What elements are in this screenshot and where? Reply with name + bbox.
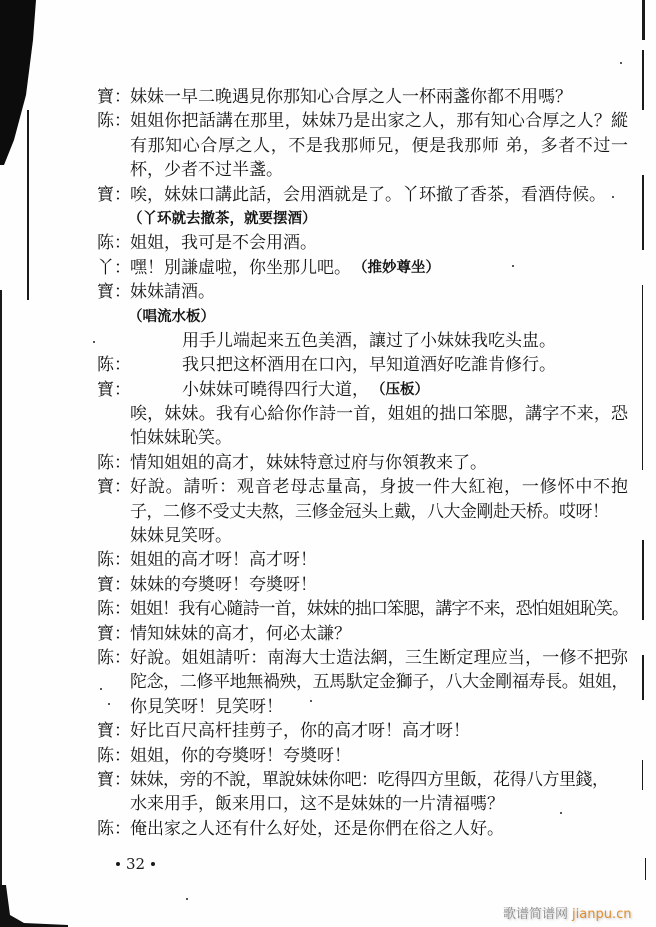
line-text: 水来用手，飯来用口，这不是妹妹的一片清福嗎？ (130, 794, 504, 815)
scan-edge-line (642, 760, 643, 790)
line-text: 好比百尺高杆挂剪子，你的高才呀！高才呀！ (130, 721, 470, 742)
speaker-label: 陈： (97, 550, 131, 571)
speaker-label: 寶： (97, 184, 131, 205)
stage-direction: （压板） (371, 380, 429, 398)
script-body (97, 85, 628, 841)
watermark-domain: jianpu.cn (572, 907, 632, 922)
site-watermark (503, 903, 631, 922)
page-number (116, 855, 155, 873)
dialogue-line (97, 280, 628, 304)
song-line (97, 378, 628, 402)
speaker-label: 陈： (97, 233, 131, 254)
stage-direction-line (97, 305, 628, 329)
dialogue-line (97, 768, 628, 792)
speaker-label: 陈： (97, 452, 131, 473)
scan-edge-line (642, 540, 644, 620)
speaker-spacer (97, 207, 130, 231)
line-text: 妹妹見笑呀。 (130, 526, 232, 547)
continuation-line (97, 695, 628, 719)
speaker-label: 陈： (97, 647, 131, 668)
bullet-dot-icon (116, 862, 120, 866)
dialogue-line (97, 744, 628, 768)
continuation-line (97, 500, 628, 524)
page-number-text: 32 (126, 855, 146, 873)
speaker-spacer (97, 524, 130, 548)
dialogue-line (97, 719, 628, 743)
stage-direction: （推妙尊坐） (353, 258, 440, 276)
speaker-spacer (97, 134, 130, 158)
song-line (97, 353, 628, 377)
speaker-label: 寶： (97, 87, 131, 107)
dialogue-line (97, 622, 628, 646)
dialogue-line (97, 256, 628, 280)
dialogue-line (97, 817, 628, 841)
speaker-spacer (97, 329, 130, 353)
continuation-line (97, 670, 628, 694)
line-text: 唉，妹妹。我有心給你作詩一首，姐姐的拙口笨腮，講字不来，恐 (130, 404, 628, 425)
scan-edge-line (642, 655, 644, 700)
speaker-label: 寶： (97, 769, 131, 790)
continuation-line (97, 792, 628, 816)
speaker-label: 寶： (97, 379, 131, 400)
line-text: 姐姐的高才呀！高才呀！ (130, 550, 317, 571)
stage-direction-line (97, 207, 628, 231)
scan-edge-line (642, 50, 644, 110)
stage-direction: （唱流水板） (128, 307, 215, 325)
line-text: 妹妹請酒。 (130, 282, 215, 303)
watermark-site-name: 歌谱简谱网 (503, 907, 569, 922)
stage-direction: （丫环就去撤茶，就要摆酒） (128, 209, 317, 227)
dialogue-line (97, 646, 628, 670)
speaker-spacer (97, 500, 130, 524)
scan-speck (186, 898, 188, 900)
scan-edge-line (27, 110, 29, 300)
dialogue-line (97, 573, 628, 597)
scan-edge-line (645, 858, 646, 880)
speaker-label: 寶： (97, 477, 131, 498)
speaker-label: 丫： (97, 257, 131, 278)
speaker-spacer (97, 695, 130, 719)
continuation-line (97, 524, 628, 548)
line-text: 情知妹妹的高才，何必太謙？ (130, 623, 351, 644)
continuation-line (97, 402, 628, 426)
song-line (97, 329, 628, 353)
speaker-label: 陈： (97, 111, 131, 132)
line-text: 有那知心合厚之人，不是我那师兄，便是我那师 弟，多者不过一 (130, 135, 628, 156)
dialogue-line (97, 109, 628, 133)
speaker-label: 陈： (97, 355, 131, 376)
dialogue-line (97, 85, 628, 109)
binding-shadow (0, 0, 40, 165)
line-text: 姐姐，你的夸奬呀！夸奬呀！ (130, 745, 351, 766)
line-text: 怕妹妹恥笑。 (130, 428, 232, 449)
dialogue-line (97, 597, 628, 621)
line-text: 妹妹一早二晚遇見你那知心合厚之人一杯兩盞你都不用嗎？ (130, 87, 572, 107)
line-text: 好說。請听：观音老母志量高，身披一件大紅袍，一修怀中不抱 (130, 477, 628, 498)
dialogue-line (97, 451, 628, 475)
line-text: 俺出家之人还有什么好处，还是你們在俗之人好。 (130, 818, 504, 839)
scan-edge-line (642, 0, 645, 40)
scan-edge-line (642, 285, 643, 470)
speaker-spacer (97, 426, 130, 450)
scan-speck (93, 341, 95, 343)
lyric-text: 小妹妹可曉得四行大道， (182, 379, 369, 400)
line-text: 嘿！別謙虛啦，你坐那儿吧。 (130, 257, 351, 278)
dialogue-line (97, 183, 628, 207)
line-text: 陀念，二修平地無禍殃，五馬馱定金獅子，八大金剛福寿長。姐姐， (130, 672, 628, 693)
lyric-text: 我只把这杯酒用在口內，早知道酒好吃誰肯修行。 (182, 355, 556, 376)
continuation-line (97, 134, 628, 158)
line-text: 姐姐你把話講在那里，妹妹乃是出家之人，那有知心合厚之人？縱 (130, 111, 628, 132)
line-text: 姐姐，我可是不会用酒。 (130, 233, 317, 254)
speaker-label: 寶： (97, 574, 131, 595)
speaker-spacer (97, 158, 130, 182)
speaker-label: 陈： (97, 599, 131, 620)
dialogue-line (97, 231, 628, 255)
speaker-label: 陈： (97, 745, 131, 766)
line-text: 妹妹，旁的不說，單說妹妹你吧：吃得四方里飯，花得八方里錢， (130, 769, 609, 790)
continuation-line (97, 158, 628, 182)
dialogue-line (97, 548, 628, 572)
line-text: 你見笑呀！見笑呀！ (130, 696, 283, 717)
speaker-spacer (97, 792, 130, 816)
line-text: 情知姐姐的高才，妹妹特意过府与你領教来了。 (130, 452, 487, 473)
scan-edge-line (0, 290, 2, 890)
speaker-spacer (97, 402, 130, 426)
speaker-label: 寶： (97, 282, 131, 303)
line-text: 好說。姐姐請听：南海大士造法網，三生断定理应当，一修不把弥 (130, 647, 628, 668)
line-text: 唉，妹妹口講此話，会用酒就是了。丫环撤了香茶，看酒侍候。 (130, 184, 606, 205)
speaker-label: 寶： (97, 623, 131, 644)
line-text: 杯，少者不过半盞。 (130, 160, 283, 181)
line-text: 姐姐！我有心隨詩一首，妹妹的拙口笨腮，講字不来，恐怕姐姐恥笑。 (130, 599, 628, 620)
dialogue-line (97, 475, 628, 499)
line-text: 妹妹的夸奬呀！夸奬呀！ (130, 574, 317, 595)
line-text: 子，二修不受丈夫熬，三修金冠头上戴，八大金剛赴天桥。哎呀！ (130, 501, 609, 522)
bullet-dot-icon (151, 862, 155, 866)
continuation-line (97, 426, 628, 450)
speaker-label: 陈： (97, 818, 131, 839)
scan-edge-line (642, 175, 644, 250)
scan-smudge (0, 885, 70, 927)
speaker-label: 寶： (97, 721, 131, 742)
speaker-spacer (97, 305, 130, 329)
lyric-text: 用手儿端起来五色美酒，讓过了小妹妹我吃头盅。 (182, 330, 556, 351)
speaker-spacer (97, 670, 130, 694)
scan-speck (620, 62, 622, 64)
